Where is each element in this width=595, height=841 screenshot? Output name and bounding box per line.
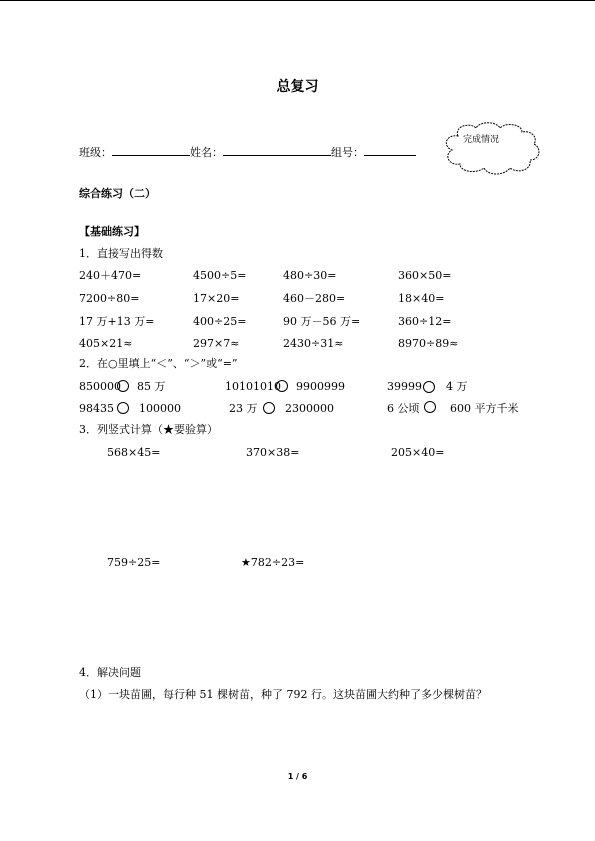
q3-item: ★782÷23=	[241, 556, 305, 569]
name-field[interactable]	[223, 144, 331, 156]
name-label: 姓名：	[190, 146, 223, 159]
q2-right-value: 2300000	[285, 402, 334, 415]
class-field[interactable]	[112, 144, 190, 156]
q3-item: 759÷25=	[107, 556, 161, 569]
q2-title: 2．在○里填上“＜”、“＞”或“=”	[79, 357, 238, 370]
q2-right-value: 9900999	[296, 380, 345, 393]
q1-item: 17×20=	[193, 292, 240, 305]
cloud-icon	[440, 120, 548, 176]
group-field[interactable]	[364, 144, 416, 156]
q4-title: 4．解决问题	[79, 666, 141, 679]
q1-item: 297×7≈	[193, 337, 240, 350]
q4-problem-1: （1）一块苗圃，每行种 51 棵树苗，种了 792 行。这块苗圃大约种了多少棵树苗？	[79, 688, 487, 701]
q2-left-value: 23 万	[229, 402, 258, 415]
section-title: 综合练习（二）	[79, 187, 156, 200]
q1-item: 460－280=	[283, 292, 346, 305]
page-number: 1 / 6	[287, 772, 308, 781]
q3-item: 205×40=	[391, 446, 445, 459]
q2-right-value: 100000	[139, 402, 181, 415]
compare-circle[interactable]	[424, 401, 436, 413]
group-label: 组号：	[331, 146, 364, 159]
q1-item: 360×50=	[398, 269, 452, 282]
q1-item: 18×40=	[398, 292, 445, 305]
completion-cloud-badge	[440, 120, 548, 176]
q1-item: 360÷12=	[398, 315, 452, 328]
q3-item: 568×45=	[107, 446, 161, 459]
page-title: 总复习	[276, 79, 319, 95]
q2-right-value: 85 万	[137, 380, 166, 393]
q1-item: 8970÷89≈	[398, 337, 459, 350]
q2-right-value: 4 万	[446, 380, 468, 393]
compare-circle[interactable]	[423, 381, 435, 393]
q1-item: 17 万+13 万=	[79, 315, 155, 328]
compare-circle[interactable]	[276, 380, 288, 392]
q2-left-value: 850000	[79, 380, 121, 393]
top-rule	[0, 0, 595, 1]
q1-item: 400÷25=	[193, 315, 247, 328]
q1-item: 405×21≈	[79, 337, 133, 350]
completion-label: 完成情况	[462, 135, 499, 145]
q2-left-value: 39999	[387, 380, 422, 393]
basic-practice-title: 【基础练习】	[79, 225, 145, 238]
q1-title: 1．直接写出得数	[79, 247, 163, 260]
q1-item: 7200÷80=	[79, 292, 140, 305]
q1-item: 240＋470=	[79, 269, 142, 282]
compare-circle[interactable]	[263, 402, 275, 414]
q1-item: 90 万－56 万=	[283, 315, 361, 328]
q2-left-value: 98435	[79, 402, 114, 415]
student-info-line	[79, 144, 416, 160]
compare-circle[interactable]	[117, 402, 129, 414]
q1-item: 2430÷31≈	[283, 337, 344, 350]
compare-circle[interactable]	[117, 380, 129, 392]
class-label: 班级：	[79, 146, 112, 159]
q2-left-value: 10101010	[225, 380, 281, 393]
q1-item: 480÷30=	[283, 269, 337, 282]
q2-right-value: 600 平方千米	[450, 402, 519, 415]
q1-item: 4500÷5=	[193, 269, 247, 282]
q3-title: 3．列竖式计算（★要验算）	[79, 423, 218, 436]
q2-left-value: 6 公顷	[387, 402, 420, 415]
q3-item: 370×38=	[246, 446, 300, 459]
